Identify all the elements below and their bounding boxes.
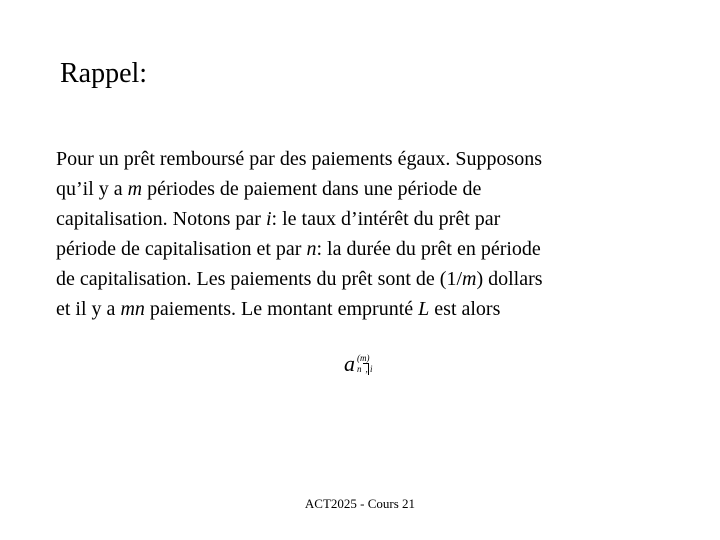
body-text: qu’il y a [56,178,128,200]
body-text: capitalisation. Notons par [56,208,266,230]
body-line-3 [56,204,656,234]
body-text: période de capitalisation et par [56,238,307,260]
var-n: n [306,238,317,260]
body-line-2 [56,174,656,204]
annuity-formula [336,344,388,384]
slide-footer: ACT2025 - Cours 21 [304,496,416,511]
body-text: de capitalisation. Les paiements du prêt sont de (1/ [56,268,462,290]
body-text: : le taux d’intérêt du prêt par [271,208,501,230]
var-L: L [418,298,430,320]
var-i: i [265,208,272,230]
body-text: et il y a [56,298,121,320]
slide-body-text [56,144,656,324]
body-line-6 [56,294,656,324]
body-text: paiements. Le montant emprunté [144,298,419,320]
body-line-4 [56,234,656,264]
var-m: m [127,178,143,200]
body-text: est alors [429,298,501,320]
body-line-5 [56,264,656,294]
angle-bracket-symbol [363,363,369,375]
slide-title: Rappel: [60,58,148,89]
body-text: Pour un prêt remboursé par des paiements égaux. Supposons [56,148,543,170]
body-line-1 [56,144,656,174]
formula-subscript-n: n [357,364,362,374]
formula-superscript: (m) [357,353,370,363]
body-text: ) dollars [476,268,543,290]
var-m: m [462,268,477,290]
formula-subscript-i: , i [365,364,373,374]
formula-symbol: a [344,351,355,376]
var-mn: mn [120,298,145,320]
body-text: : la durée du prêt en période [316,238,541,260]
body-text: périodes de paiement dans une période de [142,178,482,200]
